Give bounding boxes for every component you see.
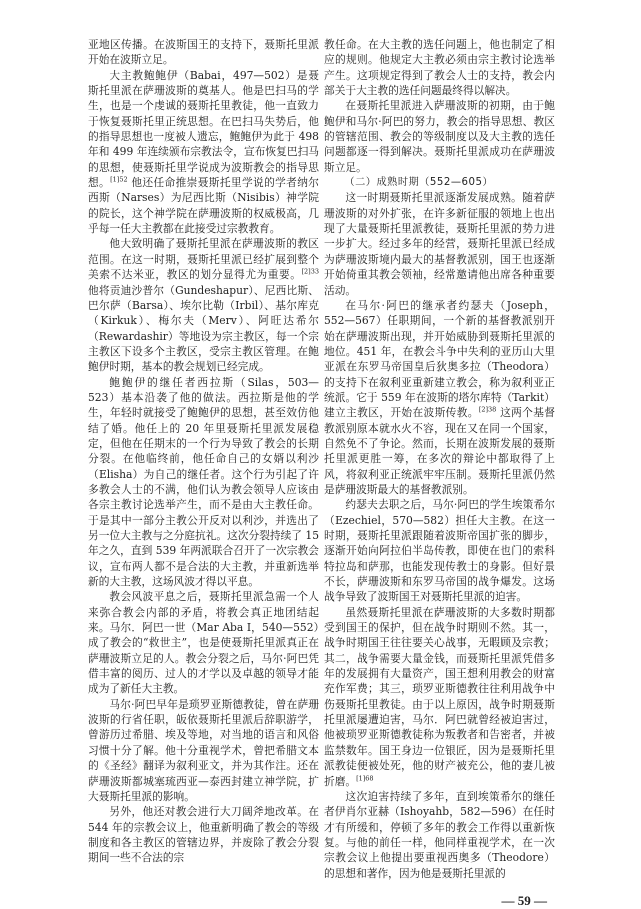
paragraph-text: 他大致明确了聂斯托里派在萨珊波斯的教区范围。在这一时期，聂斯托里派已经扩展到整个美索不达米亚，教区的划分显得尤为重要。 [88,237,319,282]
paragraph: 约瑟夫去职之后，马尔·阿巴的学生埃策希尔（Ezechiel，570—582）担任大主教。在这一时期，聂斯托里派跟随着波斯帝国扩张的脚步，逐渐开始向阿拉伯半岛传教，即使在也门的索科特拉岛和萨那，也能发现传教士的身影。但好景不长，萨珊波斯和东罗马帝国的战争爆发。这场战争导致了波斯国王对聂斯托里派的迫害。 [324,498,555,604]
citation: [1]52 [110,175,128,184]
paragraph: 教会风波平息之后，聂斯托里派急需一个人来弥合教会内部的矛盾，将教会真正地团结起来。马尔．阿巴一世（Mar Aba I，540—552）成了教会的“救世主”，也是使聂斯托里派真正在萨珊波斯立足的人。教会分裂之后，马尔·阿巴凭借丰富的阅历、过人的才学以及卓越的领导才能成为了新任大主教。 [88,590,319,696]
paragraph: 马尔·阿巴早年是琐罗亚斯德教徒，曾在萨珊波斯的行省任职，皈依聂斯托里派后辞职游学，曾游历过希腊、埃及等地，对当地的语言和风俗习惯十分了解。他十分重视学术，曾把希腊文本的《圣经》翻译为叙利亚文，并为其作注。还在萨珊波斯都城塞琉西亚—泰西封建立神学院，扩大聂斯托里派的影响。 [88,697,319,803]
left-column [88,37,319,866]
page-number: — 59 — [501,892,547,908]
paragraph-text: 他还任命推崇聂斯托里学说的学者纳尔西斯（Narses）为尼西比斯（Nisibis）神学院的院长，这个神学院在萨珊波斯的权威极高，几乎每一任大主教都在此接受过宗教教育。 [88,176,319,236]
paragraph-text: 大主教鲍鲍伊（Babai，497—502）是聂斯托里派在萨珊波斯的奠基人。他是巴扫马的学生，也是一个虔诚的聂斯托里教徒，他一直致力于恢复聂斯托里正统思想。在巴扫马失势后，他的指导思想也一度被人遗忘，鲍鲍伊为此于 498 年和 499 年连续颁布宗教法令，宣布恢复巴扫马的思想，使聂斯托里学说成为波斯教会的指导思想。 [88,68,319,190]
paragraph-text: 这两个基督教派别原本就水火不容，现在又在同一个国家，自然免不了争论。然而，长期在波斯发展的聂斯托里派更胜一筹，在多次的辩论中都取得了上风，将叙利亚正统派牢牢压制。聂斯托里派仍然是萨珊波斯最大的基督教派别。 [324,406,555,496]
paragraph [324,298,555,497]
paragraph-text: 他将贡迪沙普尔（Gundeshapur）、尼西比斯、巴尔萨（Barsa）、埃尔比勒（Irbil）、基尔库克（Kirkuk）、梅尔夫（Merv）、阿旺达希尔（Rewardashir）等地设为宗主教区，每一个宗主教区下设多个主教区，受宗主教区管理。在鲍鲍伊时期，基本的教会规划已经完成。 [88,283,319,374]
paragraph: 教任命。在大主教的选任问题上，他也制定了相应的规则。他规定大主教必须由宗主教讨论选举产生。这项规定得到了教会人士的支持，教会内部关于大主教的选任问题最终得以解决。 [324,38,555,98]
section-heading: （二）成熟时期（552—605） [344,177,494,189]
paragraph-text: 虽然聂斯托里派在萨珊波斯的大多数时期都受到国王的保护，但在战争时期则不然。其一，战争时期国王往往要关心战事，无暇顾及宗教；其二，战争需要大量金钱，而聂斯托里派凭借多年的发展拥有大量资产，国王想利用教会的财富充作军费；其三，琐罗亚斯德教往往利用战争中伤聂斯托里教徒。由于以上原因，战争时期聂斯托里派屡遭迫害，马尔．阿巴就曾经被迫害过，他被琐罗亚斯德教徒称为叛教者和告密者，并被监禁数年。国王身边一位银匠，因为是聂斯托里派教徒便被处死，他的财产被充公，他的妻儿被折磨。 [324,605,555,788]
paragraph: 在聂斯托里派进入萨珊波斯的初期，由于鲍鲍伊和马尔·阿巴的努力，教会的指导思想、教区的管辖范围、教会的等级制度以及大主教的选任问题都逐一得到解决。聂斯托里派成功在萨珊波斯立足。 [324,99,555,174]
paragraph: 另外，他还对教会进行大刀阔斧地改革。在 544 年的宗教会议上，他重新明确了教会的等级制度和各主教区的管辖边界，并废除了教会分裂期间一些不合法的宗 [88,805,319,865]
right-column [324,37,555,909]
paragraph-text: 在马尔·阿巴的继承者约瑟夫（Joseph，552—567）任职期间，一个新的基督教派别开始在萨珊波斯出现，并开始威胁到聂斯托里派的地位。451 年，在教会斗争中失利的亚历山大里亚派在东罗马帝国皇后狄奥多拉（Theodora）的支持下在叙利亚重新建立教会，称为叙利亚正统派。它于 559 年在波斯的塔尔库特（Tarkit）建立主教区，开始在波斯传教。 [324,298,555,420]
citation: [2]38 [478,405,497,414]
paragraph: 亚地区传播。在波斯国王的支持下，聂斯托里派开始在波斯立足。 [88,38,319,67]
paragraph: 这次迫害持续了多年，直到埃策希尔的继任者伊肖尔亚赫（Ishoyahb，582—596）在任时才有所缓和，停顿了多年的教会工作得以重新恢复。与他的前任一样，他同样重视学术，在一次宗教会议上他提出要重视西奥多（Theodore）的思想和著作，因为他是聂斯托里派的 [324,789,555,880]
paragraph [324,605,555,789]
paragraph: 这一时期聂斯托里派逐渐发展成熟。随着萨珊波斯的对外扩张，在许多新征服的领地上也出现了大量聂斯托里派教徒，聂斯托里派的势力进一步扩大。经过多年的经营，聂斯托里派已经成为萨珊波斯境内最大的基督教派别，国王也逐渐开始倚重其教会领袖，经常邀请他出席各种重要活动。 [324,191,555,297]
paragraph [88,236,319,374]
paragraph [88,68,319,237]
citation: [2]33 [301,267,319,276]
paragraph: 鲍鲍伊的继任者西拉斯（Silas，503—523）基本沿袭了他的做法。西拉斯是他的学生，年轻时就接受了鲍鲍伊的思想，甚至效仿他结了婚。他任上的 20 年里聂斯托里派发展稳定，但他在任期末的一个行为导致了教会的长期分裂。在他临终前，他任命自己的女婿以利沙（Elisha）为自己的继任者。这个行为引起了许多教会人士的不满，他们认为教会领导人应该由各宗主教讨论选举产生，而不是由大主教任命。于是其中一部分主教公开反对以利沙，并选出了另一位大主教与之分庭抗礼。这次分裂持续了 15 年之久，直到 539 年两派联合召开了一次宗教会议，宣布两人都不是合法的大主教，并重新选举新的大主教，这场风波才得以平息。 [88,375,319,589]
citation: [1]68 [356,773,374,782]
